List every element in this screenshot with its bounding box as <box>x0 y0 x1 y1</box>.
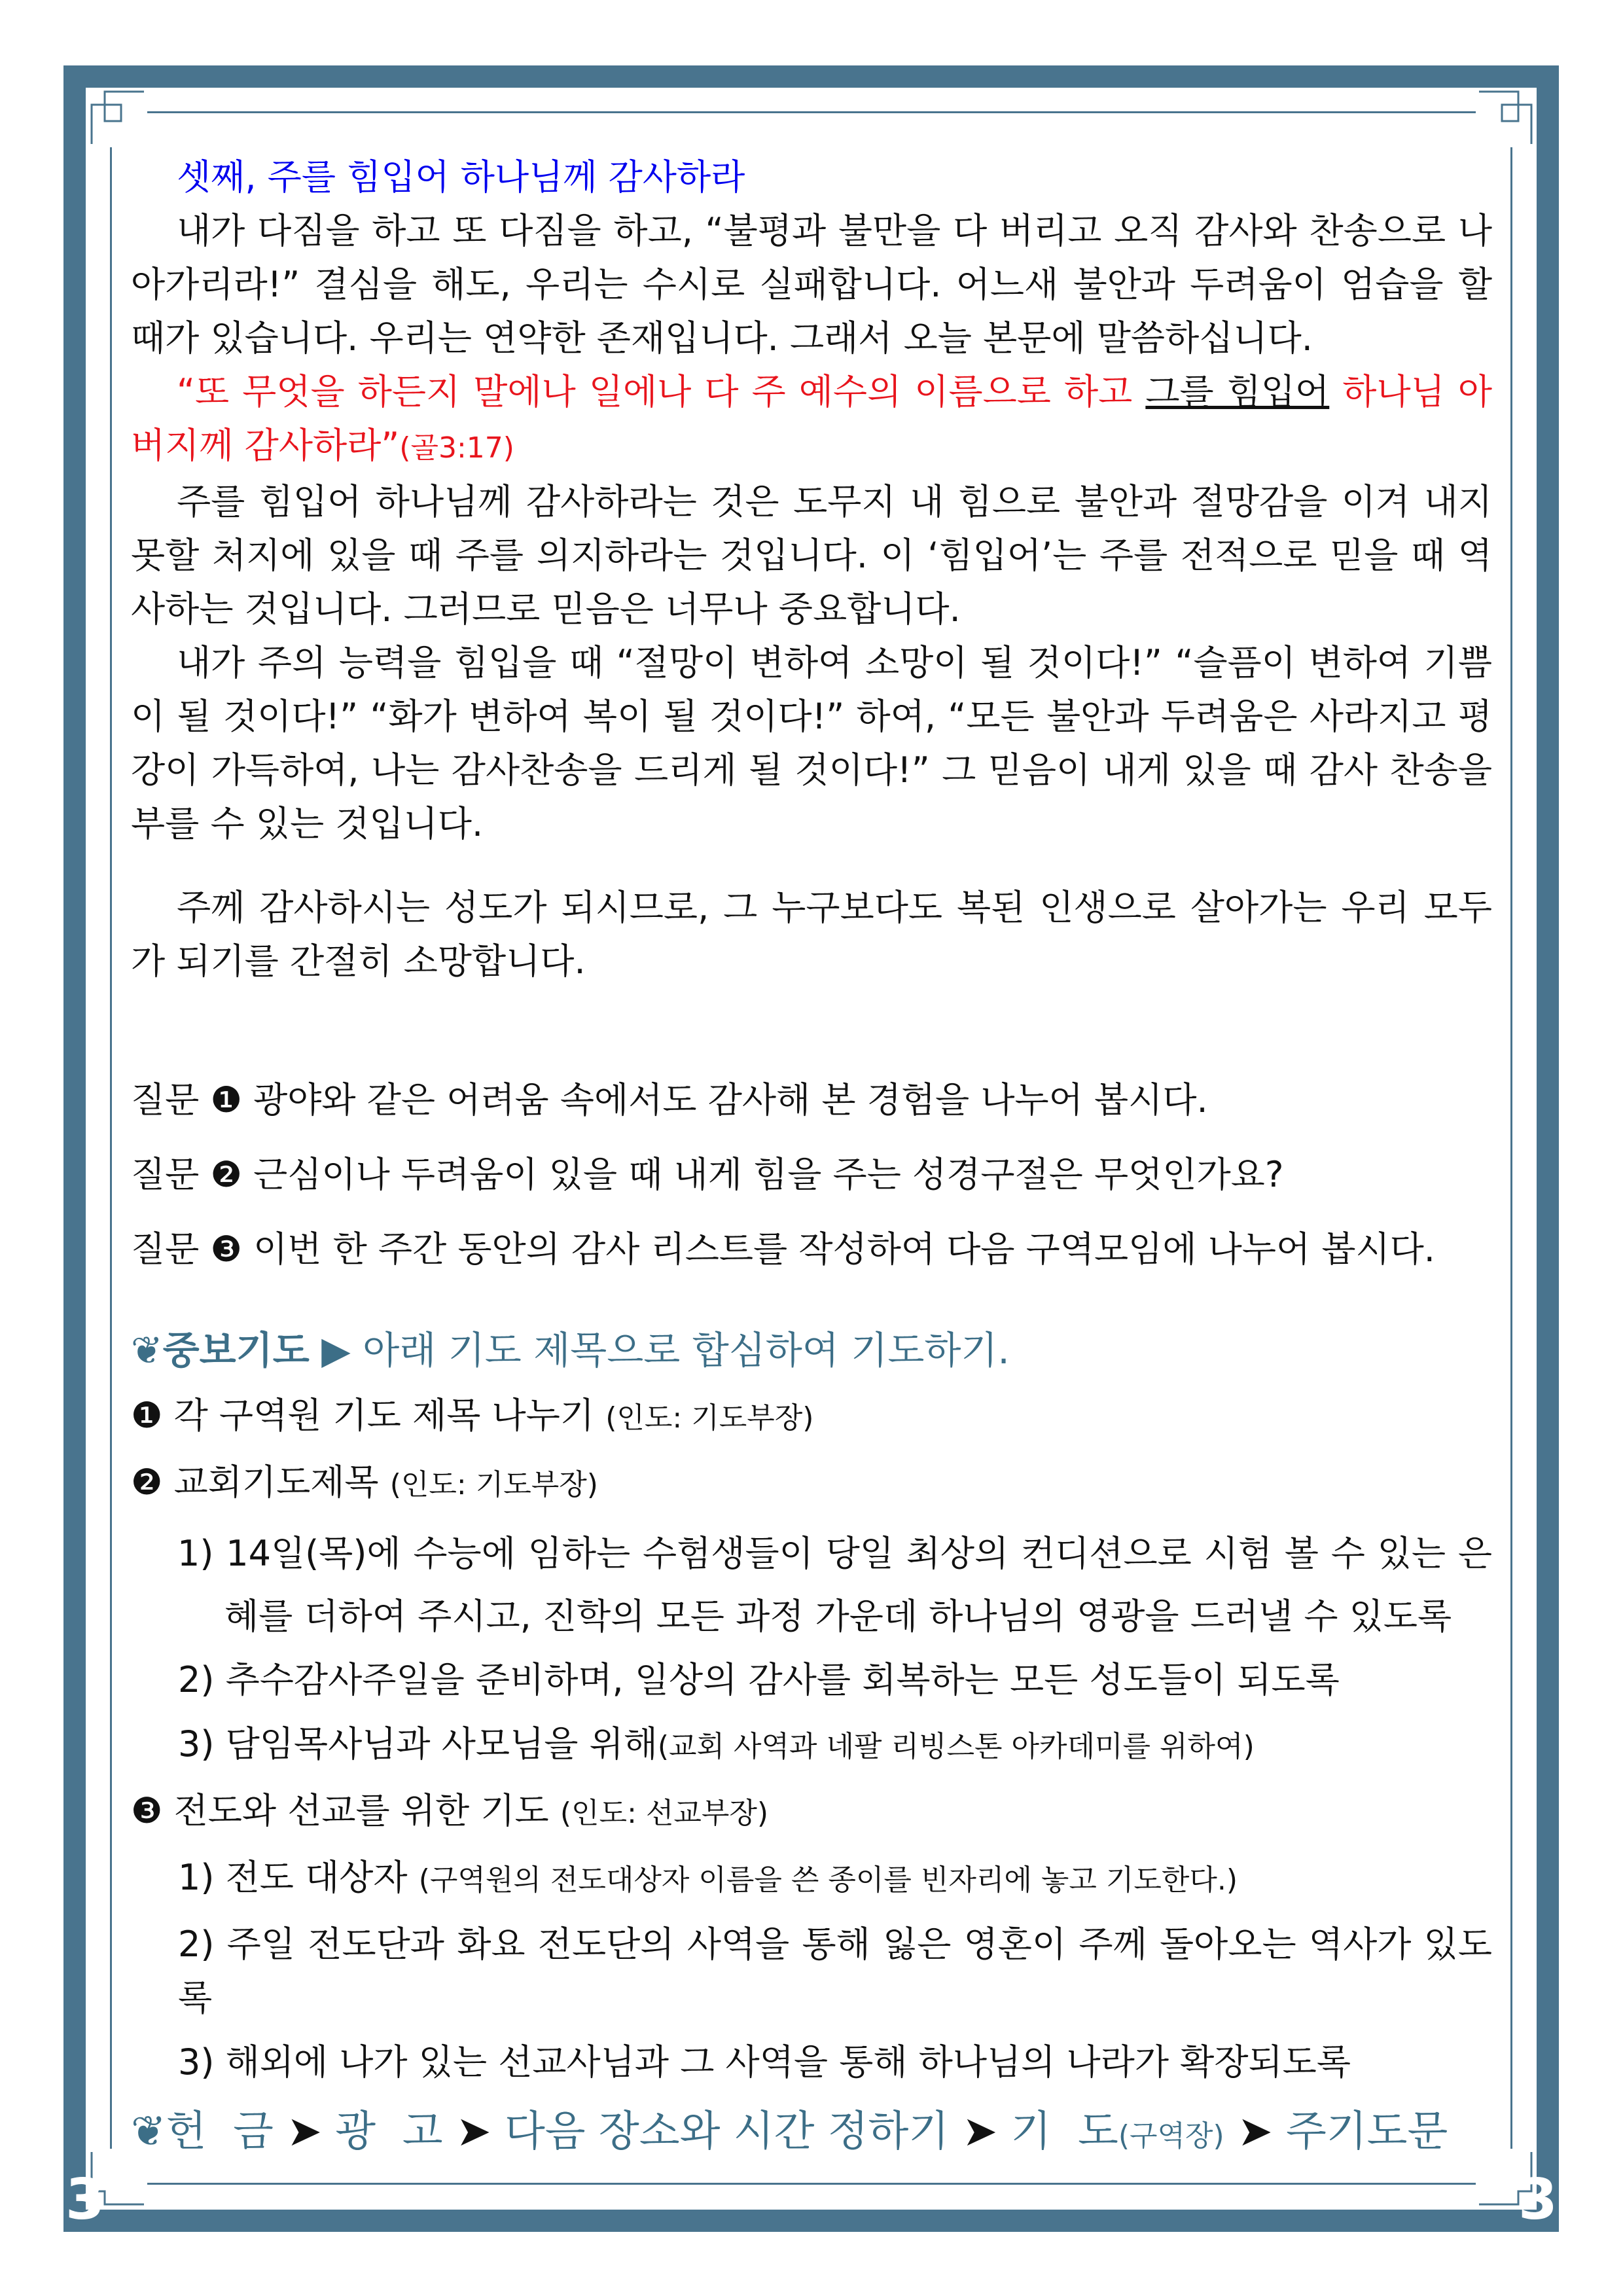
step-announcement: 광 고 <box>335 2108 443 2156</box>
verse-reference: (골3:17) <box>399 431 514 465</box>
prayer-title: 중보기도 <box>162 1328 310 1372</box>
verse-text-2: 하나님 아버지께 감사하라” <box>131 371 1492 466</box>
prayer-heading <box>131 1323 1492 1377</box>
question-text: 이번 한 주간 동안의 감사 리스트를 작성하여 다음 구역모임에 나누어 봅시다. <box>253 1229 1435 1270</box>
paragraph-4: 주께 감사하시는 성도가 되시므로, 그 누구보다도 복된 인생으로 살아가는 우리 모두가 되기를 간절히 소망합니다. <box>131 887 1492 982</box>
prayer-item-3 <box>131 1784 1492 1840</box>
corner-ornament-top-left <box>88 88 147 147</box>
paragraph-2: 주를 힘입어 하나님께 감사하라는 것은 도무지 내 힘으로 불안과 절망감을 이겨 내지 못할 처지에 있을 때 주를 의지하라는 것입니다. 이 ‘힘입어’는 주를 전적으로 믿을 때 역사하는 것입니다. 그러므로 믿음은 너무나 중요합니다. <box>131 481 1492 630</box>
verse-text-1: “또 무엇을 하든지 말에나 일에나 다 주 예수의 이름으로 하고 <box>177 371 1146 412</box>
step-offering: 헌 금 <box>166 2108 274 2156</box>
section-heading: 셋째, 주를 힘입어 하나님께 감사하라 <box>177 156 745 198</box>
bible-verse <box>131 365 1492 475</box>
arrow-icon: ➤ <box>1238 2108 1273 2156</box>
prayer-subitem-note: (구역원의 전도대상자 이름을 쓴 종이를 빈자리에 놓고 기도한다.) <box>418 1863 1238 1897</box>
question-label: 질문 ❸ <box>131 1229 242 1270</box>
step-lords-prayer: 주기도문 <box>1286 2108 1448 2156</box>
prayer-item-text: ❸ 전도와 선교를 위한 기도 <box>131 1790 549 1831</box>
verse-underlined: 그를 힘입어 <box>1145 371 1330 412</box>
order-of-service <box>131 2098 1448 2158</box>
question-1 <box>131 1073 1492 1127</box>
prayer-subitem: 2) 추수감사주일을 준비하며, 일상의 감사를 회복하는 모든 성도들이 되도록 <box>178 1659 1340 1700</box>
prayer-subitem-text: 3) 담임목사님과 사모님을 위해 <box>178 1723 658 1765</box>
prayer-item-2 <box>131 1456 1492 1512</box>
corner-ornament-top-right <box>1476 88 1535 147</box>
step-prayer-note: (구역장) <box>1118 2119 1224 2153</box>
prayer-subitem-text: 1) 전도 대상자 <box>178 1857 408 1898</box>
arrow-icon: ➤ <box>962 2108 998 2156</box>
page-number-right: 3 <box>1518 2167 1558 2233</box>
flower-icon: ❦ <box>131 1328 163 1372</box>
question-2 <box>131 1148 1492 1202</box>
questions-list <box>131 1073 1492 1276</box>
question-3 <box>131 1223 1492 1276</box>
prayer-subitem <box>131 1851 1492 1907</box>
prayer-subitem: 2) 주일 전도단과 화요 전도단의 사역을 통해 잃은 영혼이 주께 돌아오는 역사가 있도록 <box>178 1924 1492 2018</box>
prayer-subitem: 1) 14일(목)에 수능에 임하는 수험생들이 당일 최상의 컨디션으로 시험 볼 수 있는 은혜를 더하여 주시고, 진학의 모든 과정 가운데 하나님의 영광을 드러낼 수 있도록 <box>177 1533 1492 1637</box>
prayer-item-1 <box>131 1389 1492 1445</box>
question-label: 질문 ❶ <box>131 1079 242 1121</box>
page-content <box>131 151 1492 2089</box>
step-next-meeting: 다음 장소와 시간 정하기 <box>504 2108 950 2156</box>
flower-icon: ❦ <box>131 2108 166 2156</box>
prayer-item-note: (인도: 기도부장) <box>389 1468 598 1501</box>
prayer-subitem: 3) 해외에 나가 있는 선교사님과 그 사역을 통해 하나님의 나라가 확장되도록 <box>178 2041 1351 2083</box>
step-prayer: 기 도 <box>1010 2108 1118 2156</box>
prayer-subitem <box>131 1717 1492 1774</box>
paragraph-3: 내가 주의 능력을 힘입을 때 “절망이 변하여 소망이 될 것이다!” “슬픔이 변하여 기쁨이 될 것이다!” “화가 변하여 복이 될 것이다!” 하여, “모든 불안과 두려움은 사라지고 평강이 가득하여, 나는 감사찬송을 드리게 될 것이다!” 그 믿음이 내게 있을 때 감사 찬송을 부를 수 있는 것입니다. <box>131 642 1492 844</box>
prayer-subitem-note: (교회 사역과 네팔 리빙스톤 아카데미를 위하여) <box>657 1730 1255 1763</box>
prayer-instruction: ▶ 아래 기도 제목으로 합심하여 기도하기. <box>321 1328 1010 1372</box>
prayer-item-note: (인도: 선교부장) <box>560 1797 769 1830</box>
page-number-left: 3 <box>65 2167 105 2233</box>
arrow-icon: ➤ <box>287 2108 322 2156</box>
question-text: 근심이나 두려움이 있을 때 내게 힘을 주는 성경구절은 무엇인가요? <box>253 1154 1284 1195</box>
paragraph-1: 내가 다짐을 하고 또 다짐을 하고, “불평과 불만을 다 버리고 오직 감사와 찬송으로 나아가리라!” 결심을 해도, 우리는 수시로 실패합니다. 어느새 불안과 두려움이 엄습을 할 때가 있습니다. 우리는 연약한 존재입니다. 그래서 오늘 본문에 말씀하십니다. <box>131 210 1492 359</box>
question-text: 광야와 같은 어려움 속에서도 감사해 본 경험을 나누어 봅시다. <box>253 1079 1208 1121</box>
arrow-icon: ➤ <box>455 2108 491 2156</box>
prayer-item-note: (인도: 기도부장) <box>605 1401 814 1435</box>
question-label: 질문 ❷ <box>131 1154 242 1195</box>
prayer-item-text: ❶ 각 구역원 기도 제목 나누기 <box>131 1395 595 1436</box>
prayer-item-text: ❷ 교회기도제목 <box>131 1462 379 1503</box>
